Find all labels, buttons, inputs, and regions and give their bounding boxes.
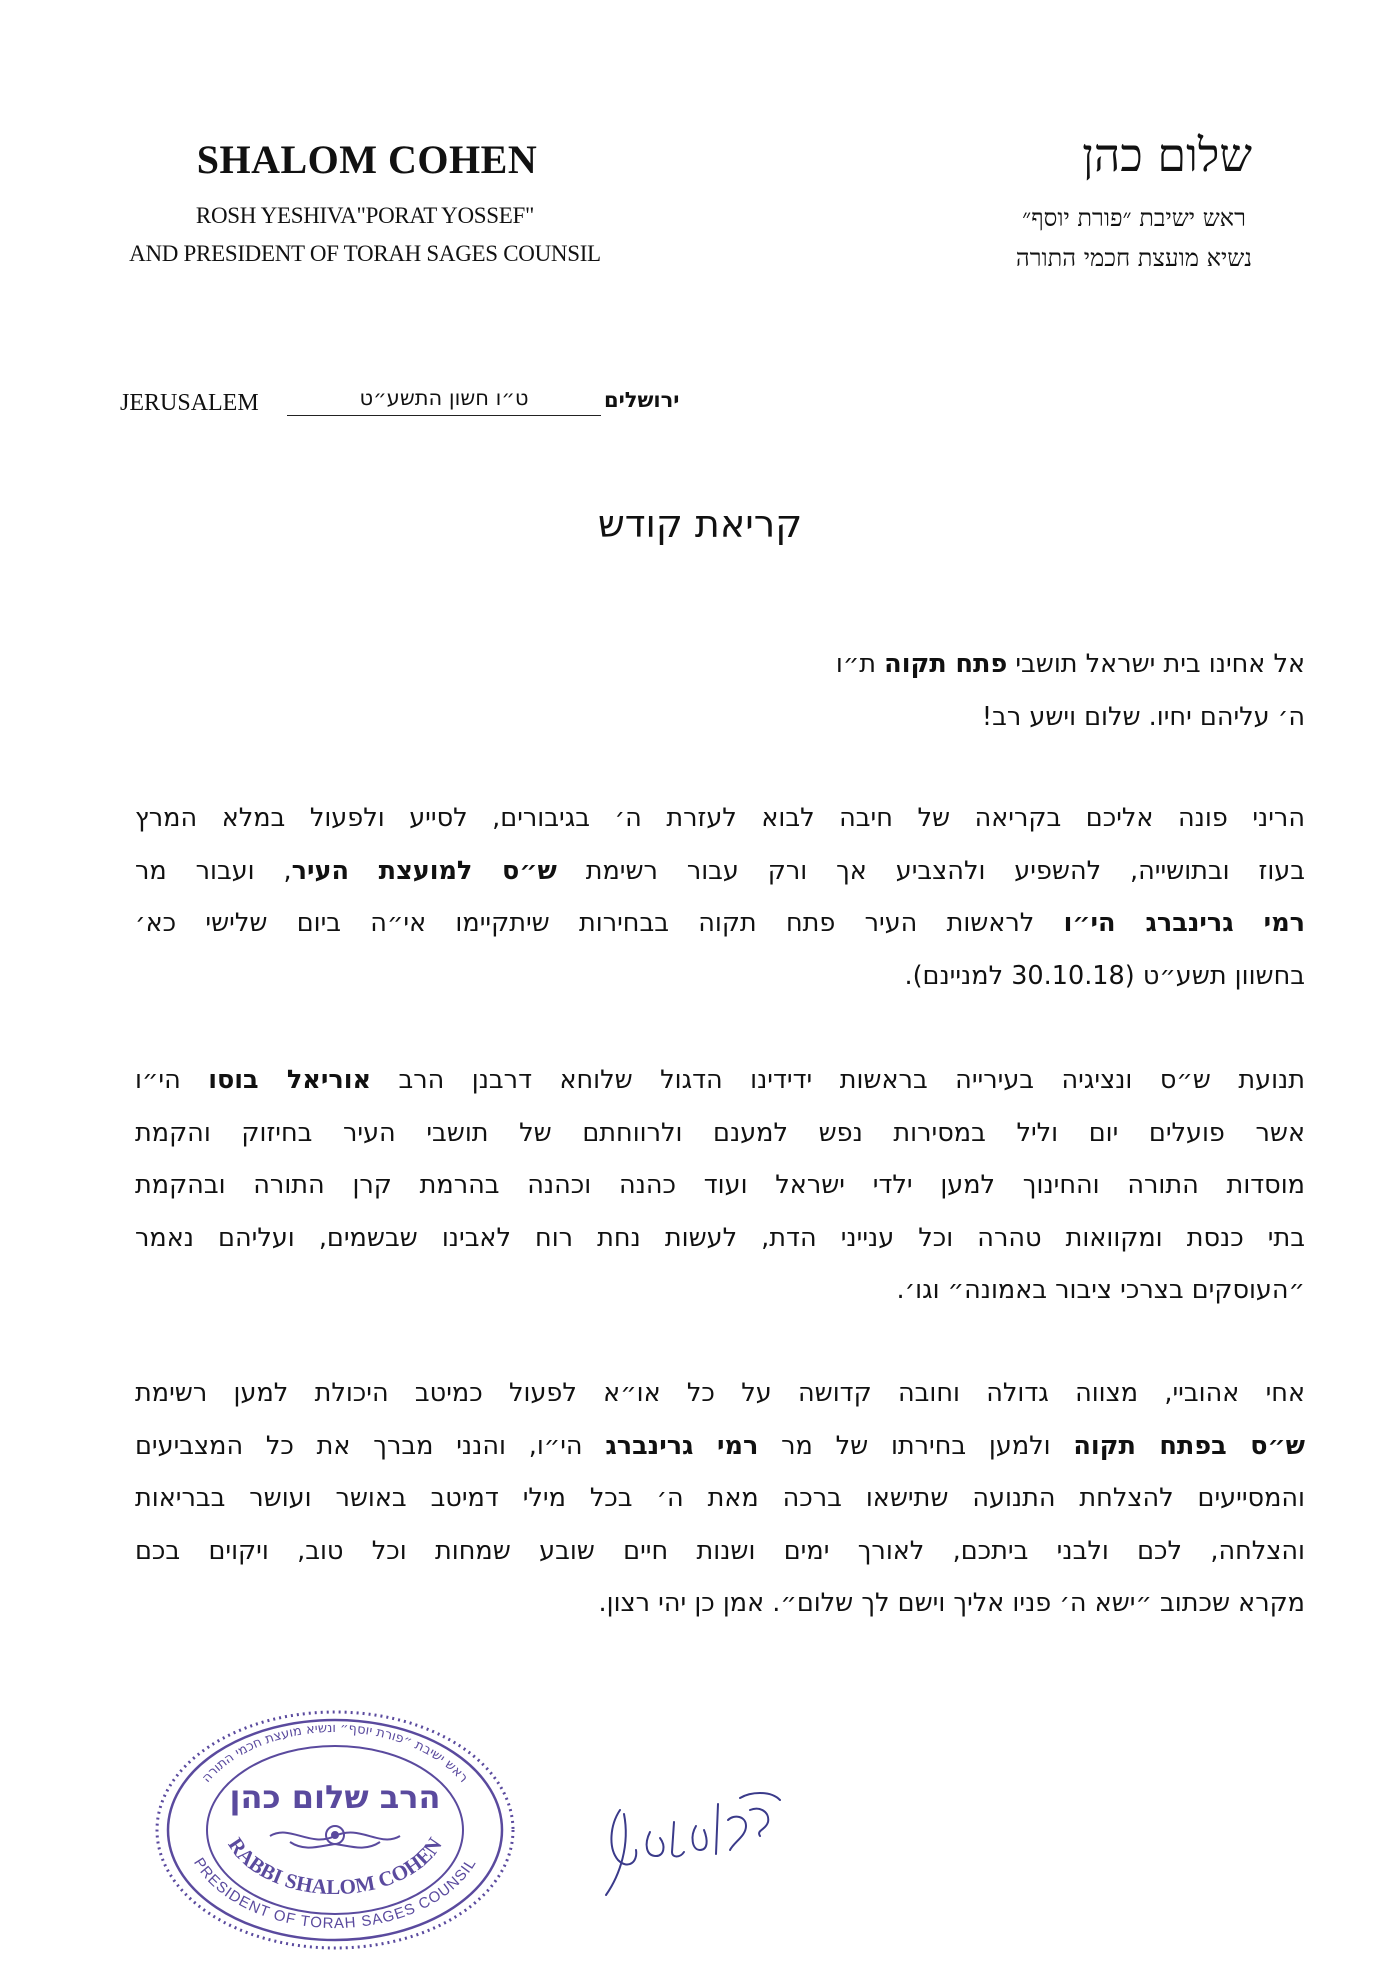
paragraph-line: בעוז ובתושייה, להשפיע ולהצביע אך ורק עבור רשימת ש״ס למועצת העיר, ועבור מר bbox=[135, 855, 1306, 886]
paragraph-line: ״העוסקים בצרכי ציבור באמונה״ וגו׳. bbox=[896, 1275, 1305, 1305]
letterhead-english-title: ROSH YESHIVA"PORAT YOSSEF" bbox=[195, 203, 535, 228]
paragraph-line: רמי גרינברג הי״ו לראשות העיר פתח תקוה בבחירות שיתקיימו אי״ה ביום שלישי כא׳ bbox=[135, 908, 1305, 938]
paragraph-line: והמסייעים להצלחת התנועה שתישאו ברכה מאת ה׳ בכל מילי דמיטב באושר ועושר בבריאות bbox=[135, 1483, 1305, 1513]
paragraph-line: ש״ס בפתח תקוה ולמען בחירתו של מר רמי גרינברג הי״ו, והנני מברך את כל המצביעים bbox=[135, 1430, 1305, 1461]
paragraph-3 bbox=[135, 1367, 1305, 1630]
letter-title: קריאת קודש bbox=[597, 502, 803, 546]
paragraph-2 bbox=[135, 1054, 1305, 1317]
paragraph-line: מוסדות התורה והחינוך למען ילדי ישראל ועוד כהנה וכהנה בהרמת קרן התורה ובהקמת bbox=[135, 1170, 1305, 1200]
paragraph-line: הריני פונה אליכם בקריאה של חיבה לבוא לעזרת ה׳ בגיבורים, לסייע ולפעול במלא המרץ bbox=[135, 803, 1305, 833]
stamp-arc-name: RABBI SHALOM COHEN bbox=[223, 1833, 447, 1900]
letterhead-hebrew-name: שלום כהן bbox=[1082, 128, 1252, 182]
letterhead-hebrew-title: ראש ישיבת ״פורת יוסף״ bbox=[1022, 204, 1246, 232]
letterhead-english-name: SHALOM COHEN bbox=[196, 137, 538, 182]
paragraph-line: מקרא שכתוב ״ישא ה׳ פניו אליך וישם לך שלום״. אמן כן יהי רצון. bbox=[598, 1588, 1305, 1618]
place-hebrew: ירושלים bbox=[604, 388, 680, 412]
signature bbox=[600, 1770, 820, 1910]
stamp-rings bbox=[157, 1712, 513, 1948]
stamp-arc-title: PRESIDENT OF TORAH SAGES COUNSIL bbox=[190, 1854, 480, 1933]
stamp-ornament bbox=[270, 1826, 400, 1848]
place-english: JERUSALEM bbox=[120, 390, 259, 416]
place-date-line bbox=[120, 386, 720, 422]
hebrew-date: ט״ו חשון התשע״ט bbox=[287, 386, 601, 416]
paragraph-line: אשר פועלים יום וליל במסירות נפש למענם ולרווחתם של תושבי העיר בחיזוק והקמת bbox=[135, 1117, 1305, 1148]
letterhead-english-subtitle: AND PRESIDENT OF TORAH SAGES COUNSIL bbox=[129, 241, 601, 266]
paragraph-line: תנועת ש״ס ונציגיה בעירייה בראשות ידידינו הדגול שלוחא דרבנן הרב אוריאל בוסו הי״ו bbox=[135, 1065, 1305, 1095]
paragraph-1 bbox=[135, 792, 1305, 1002]
greeting-line: אל אחינו בית ישראל תושבי פתח תקוה ת״ו bbox=[835, 649, 1305, 679]
paragraph-line: בחשוון תשע״ט (30.10.18 למניינם). bbox=[904, 960, 1305, 991]
rabbi-stamp bbox=[150, 1708, 520, 1952]
paragraph-line: אחי אהוביי, מצווה גדולה וחובה קדושה על כל או״א לפעול כמיטב היכולת למען רשימת bbox=[135, 1378, 1305, 1408]
stamp-center-hebrew: הרב שלום כהן bbox=[229, 1778, 441, 1816]
letterhead-hebrew-subtitle: נשיא מועצת חכמי התורה bbox=[1015, 244, 1253, 272]
greeting-line: ה׳ עליהם יחיו. שלום וישע רב! bbox=[981, 701, 1305, 732]
greeting bbox=[135, 638, 1305, 743]
paragraph-line: בתי כנסת ומקוואות טהרה וכל ענייני הדת, לעשות נחת רוח לאבינו שבשמים, ועליהם נאמר bbox=[135, 1222, 1305, 1253]
paragraph-line: והצלחה, לכם ולבני ביתכם, לאורך ימים ושנות חיים שובע שמחות וכל טוב, ויקוים בכם bbox=[135, 1535, 1305, 1566]
stamp-ring-text: ראש ישיבת ״פורת יוסף״ ונשיא מועצת חכמי התורה bbox=[199, 1721, 471, 1786]
